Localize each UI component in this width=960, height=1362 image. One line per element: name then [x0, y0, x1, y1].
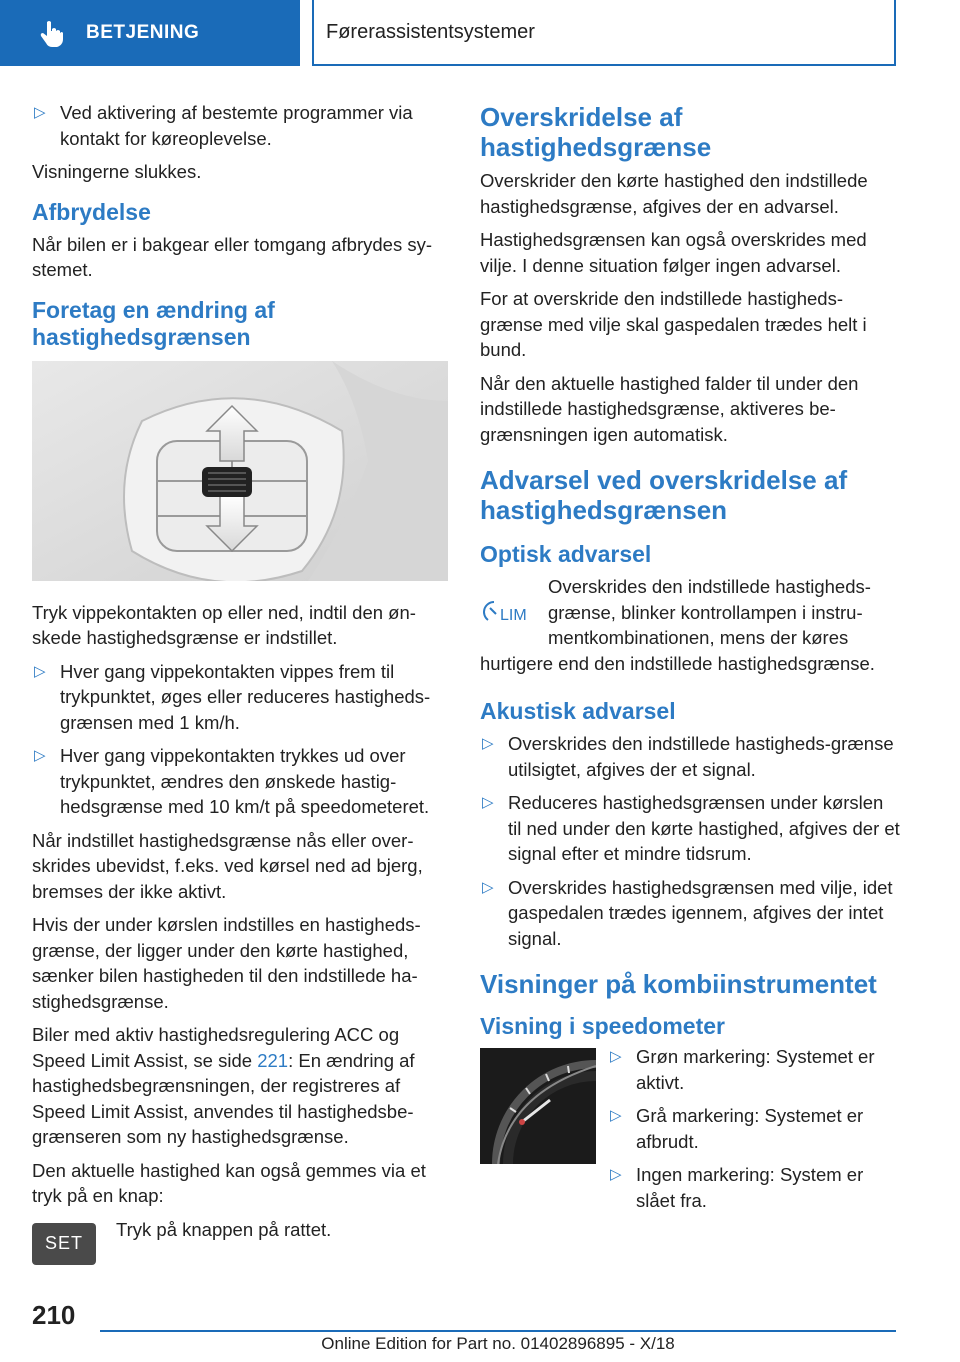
paragraph: Overskrider den kørte hastighed den indstillede hastighedsgrænse, afgives der en advarsel.: [480, 170, 868, 217]
optisk-advarsel-block: [480, 574, 900, 676]
set-button-row: [32, 1217, 448, 1265]
heading-akustisk-advarsel: Akustisk advarsel: [480, 698, 676, 724]
left-column: [32, 100, 448, 1265]
svg-text:LIM: LIM: [500, 607, 527, 624]
list-item: ▷ Ved aktivering af bestemte programmer via kontakt for køreoplevelse.: [34, 102, 413, 149]
triangle-bullet-icon: ▷: [482, 878, 494, 896]
heading-overskridelse: Overskridelse af hastighedsgrænse: [480, 102, 712, 162]
paragraph: Når indstillet hastighedsgrænse nås eller over‐skrides ubevidst, f.eks. ved kørsel ned ad bjerg, bremses der ikke aktivt.: [32, 829, 423, 902]
paragraph: Tryk på knappen på rattet.: [116, 1218, 332, 1240]
speedometer-block: [480, 1048, 900, 1229]
heading-foretag-aendring: Foretag en ændring af hastighedsgrænsen: [32, 296, 275, 350]
triangle-bullet-icon: ▷: [482, 794, 494, 811]
footer-divider: [100, 1330, 896, 1332]
page-reference-link[interactable]: 221: [257, 1049, 289, 1071]
paragraph: Overskrides den indstillede hastigheds‐grænse, blinker kontrollampen i instru‐mentkombinationen, mens der køres: [548, 576, 871, 648]
triangle-bullet-icon: ▷: [34, 747, 46, 764]
heading-advarsel: Advarsel ved overskridelse af hastighedsgrænsen: [480, 465, 848, 525]
list-item: ▷ Grå markering: Systemet er afbrudt.: [610, 1105, 864, 1152]
triangle-bullet-icon: ▷: [482, 735, 494, 752]
triangle-bullet-icon: ▷: [610, 1048, 622, 1065]
triangle-bullet-icon: ▷: [610, 1166, 622, 1183]
list-item: ▷ Overskrides hastighedsgrænsen med vilje, idet gaspedalen trædes igennem, afgives der intet signal.: [482, 876, 893, 949]
paragraph: Når den aktuelle hastighed falder til under den indstillede hastighedsgrænse, aktiveres be‐grænsningen igen automatisk.: [480, 372, 859, 445]
list-item: ▷ Ingen markering: System er slået fra.: [610, 1164, 864, 1211]
chapter-title: Førerassistentsystemer: [326, 20, 535, 43]
heading-visninger: Visninger på kombiinstrumentet: [480, 969, 877, 999]
paragraph: Visningerne slukkes.: [32, 161, 202, 182]
heading-visning-speedometer: Visning i speedometer: [480, 1013, 725, 1039]
list-item: ▷ Hver gang vippekontakten vippes frem til trykpunktet, øges eller reduceres hastigheds‐grænsen med 1 km/h.: [34, 660, 431, 733]
paragraph: Den aktuelle hastighed kan også gemmes via et tryk på en knap:: [32, 1159, 426, 1206]
speed-limit-indicator-icon: [480, 596, 536, 624]
paragraph: Hastighedsgrænsen kan også overskrides med vilje. I denne situation følger ingen advarsel.: [480, 229, 867, 276]
hand-icon: [36, 18, 66, 48]
paragraph: Når bilen er i bakgear eller tomgang afbrydes sy‐stemet.: [32, 233, 432, 280]
triangle-bullet-icon: ▷: [610, 1107, 622, 1124]
header-chapter: [312, 0, 896, 66]
bullet-list: [32, 659, 448, 820]
bullet-list: [32, 100, 448, 151]
speedometer-photo: [480, 1048, 596, 1164]
header-section-tab: [0, 0, 300, 66]
list-item: ▷ Overskrides den indstillede hastigheds‐grænse utilsigtet, afgives der et signal.: [482, 733, 894, 780]
paragraph: For at overskride den indstillede hastigheds‐grænse med vilje skal gaspedalen trædes helt i bund.: [480, 288, 867, 360]
set-button-icon: SET: [32, 1223, 96, 1265]
steering-wheel-rocker-switch-photo: [32, 361, 448, 581]
paragraph: Biler med aktiv hastighedsregulering ACC og Speed Limit Assist, se side 221: En ændring af hastighedsbegrænsningen, der registreres af Speed Limit Assist, anvendes til hastighedsbe‐grænseren som ny hastighedsgrænse.: [32, 1024, 415, 1147]
heading-optisk-advarsel: Optisk advarsel: [480, 541, 652, 567]
footer-text: Online Edition for Part no. 01402896895 - X/18: [321, 1334, 675, 1353]
paragraph: hurtigere end den indstillede hastighedsgrænse.: [480, 652, 875, 674]
right-column: [480, 100, 900, 1229]
bullet-list: [608, 1044, 900, 1221]
section-title: BETJENING: [86, 22, 200, 43]
paragraph: Tryk vippekontakten op eller ned, indtil den øn‐skede hastighedsgrænse er indstillet.: [32, 601, 416, 648]
triangle-bullet-icon: ▷: [34, 662, 46, 680]
heading-afbrydelse: Afbrydelse: [32, 198, 151, 225]
list-item: ▷ Reduceres hastighedsgrænsen under kørslen til ned under den kørte hastighed, afgives der et signal efter et mindre tidsrum.: [482, 792, 900, 864]
triangle-bullet-icon: ▷: [34, 104, 46, 121]
page-number: 210: [32, 1300, 76, 1330]
list-item: ▷ Hver gang vippekontakten trykkes ud over trykpunktet, ændres den ønskede hastig‐hedsgrænse med 10 km/t på speedometeret.: [34, 745, 430, 817]
paragraph: Hvis der under kørslen indstilles en hastigheds‐grænse, der ligger under den kørte hastighed, sænker bilen hastigheden til den indstillede ha‐stighedsgrænse.: [32, 914, 421, 1012]
list-item: ▷ Grøn markering: Systemet er aktivt.: [610, 1046, 875, 1093]
bullet-list: [480, 731, 900, 951]
